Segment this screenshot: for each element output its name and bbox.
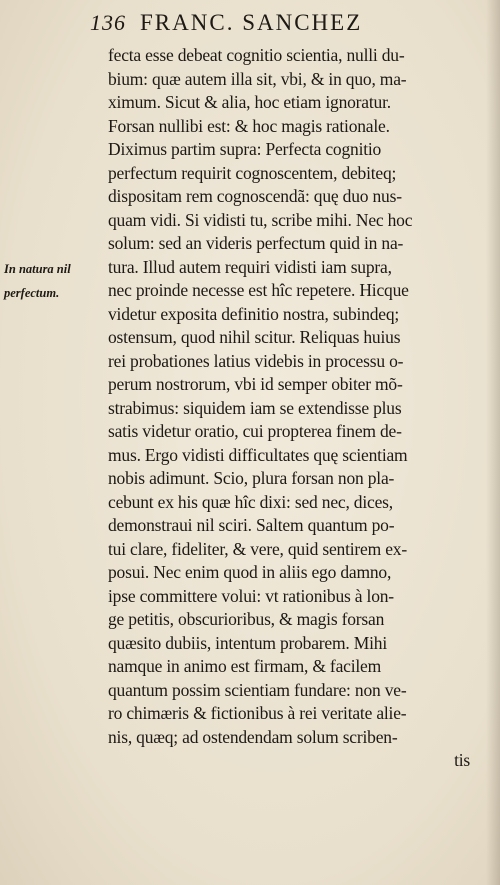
text-line: satis videtur oratio, cui propterea finem de- <box>108 421 402 441</box>
body-text <box>108 44 474 773</box>
marginal-note-line: perfectum. <box>4 285 60 300</box>
marginal-note <box>4 258 108 305</box>
text-line: fecta esse debeat cognitio scientia, nulli du- <box>108 45 405 65</box>
text-line: perfectum requirit cognoscentem, debiteq; <box>108 162 397 183</box>
text-line: quam vidi. Si vidisti tu, scribe mihi. Nec hoc <box>108 209 413 230</box>
page-header <box>90 10 490 40</box>
text-line: mus. Ergo vidisti difficultates quę scientiam <box>108 444 408 465</box>
text-line: rei probationes latius videbis in processu o- <box>108 350 404 371</box>
text-line: namque in animo est firmam, & facilem <box>108 656 382 676</box>
text-line: tui clare, fideliter, & vere, quid sentirem ex- <box>108 538 407 559</box>
text-line: ro chimæris & fictionibus à rei veritate alie- <box>108 703 407 723</box>
text-line: quæsito dubiis, intentum probarem. Mihi <box>108 632 387 653</box>
text-line: ostensum, quod nihil scitur. Reliquas huius <box>108 327 401 347</box>
text-line: bium: quæ autem illa sit, vbi, & in quo, ma- <box>108 68 407 89</box>
marginal-note-line: In natura nil <box>4 262 71 276</box>
text-line: cebunt ex his quæ hîc dixi: sed nec, dices, <box>108 491 393 512</box>
text-line: tura. Illud autem requiri vidisti iam supra, <box>108 256 392 277</box>
text-line: nobis adimunt. Scio, plura forsan non pla- <box>108 468 395 488</box>
page-number: 136 <box>90 10 126 35</box>
text-line: videtur exposita definitio nostra, subindeq; <box>108 303 400 324</box>
text-line: posui. Nec enim quod in aliis ego damno, <box>108 562 392 582</box>
page-edge-shadow <box>486 0 500 885</box>
text-line: perum nostrorum, vbi id semper obiter mõ- <box>108 374 403 394</box>
text-line: nis, quæq; ad ostendendam solum scriben- <box>108 726 398 747</box>
text-line: Forsan nullibi est: & hoc magis rationale. <box>108 115 390 136</box>
catchword: tis <box>454 750 470 770</box>
text-line: ge petitis, obscurioribus, & magis forsan <box>108 609 385 629</box>
text-line: ximum. Sicut & alia, hoc etiam ignoratur. <box>108 92 391 112</box>
text-line: quantum possim scientiam fundare: non ve- <box>108 679 407 700</box>
text-line: dispositam rem cognoscendã: quę duo nus- <box>108 186 402 206</box>
text-line: demonstraui nil sciri. Saltem quantum po- <box>108 515 395 535</box>
running-head: FRANC. SANCHEZ <box>140 10 363 35</box>
text-line: Diximus partim supra: Perfecta cognitio <box>108 139 382 159</box>
text-line: nec proinde necesse est hîc repetere. Hicque <box>108 280 409 300</box>
text-line: solum: sed an videris perfectum quid in na- <box>108 233 404 253</box>
text-line: ipse committere volui: vt rationibus à lon- <box>108 585 394 606</box>
text-line: strabimus: siquidem iam se extendisse plus <box>108 397 402 418</box>
